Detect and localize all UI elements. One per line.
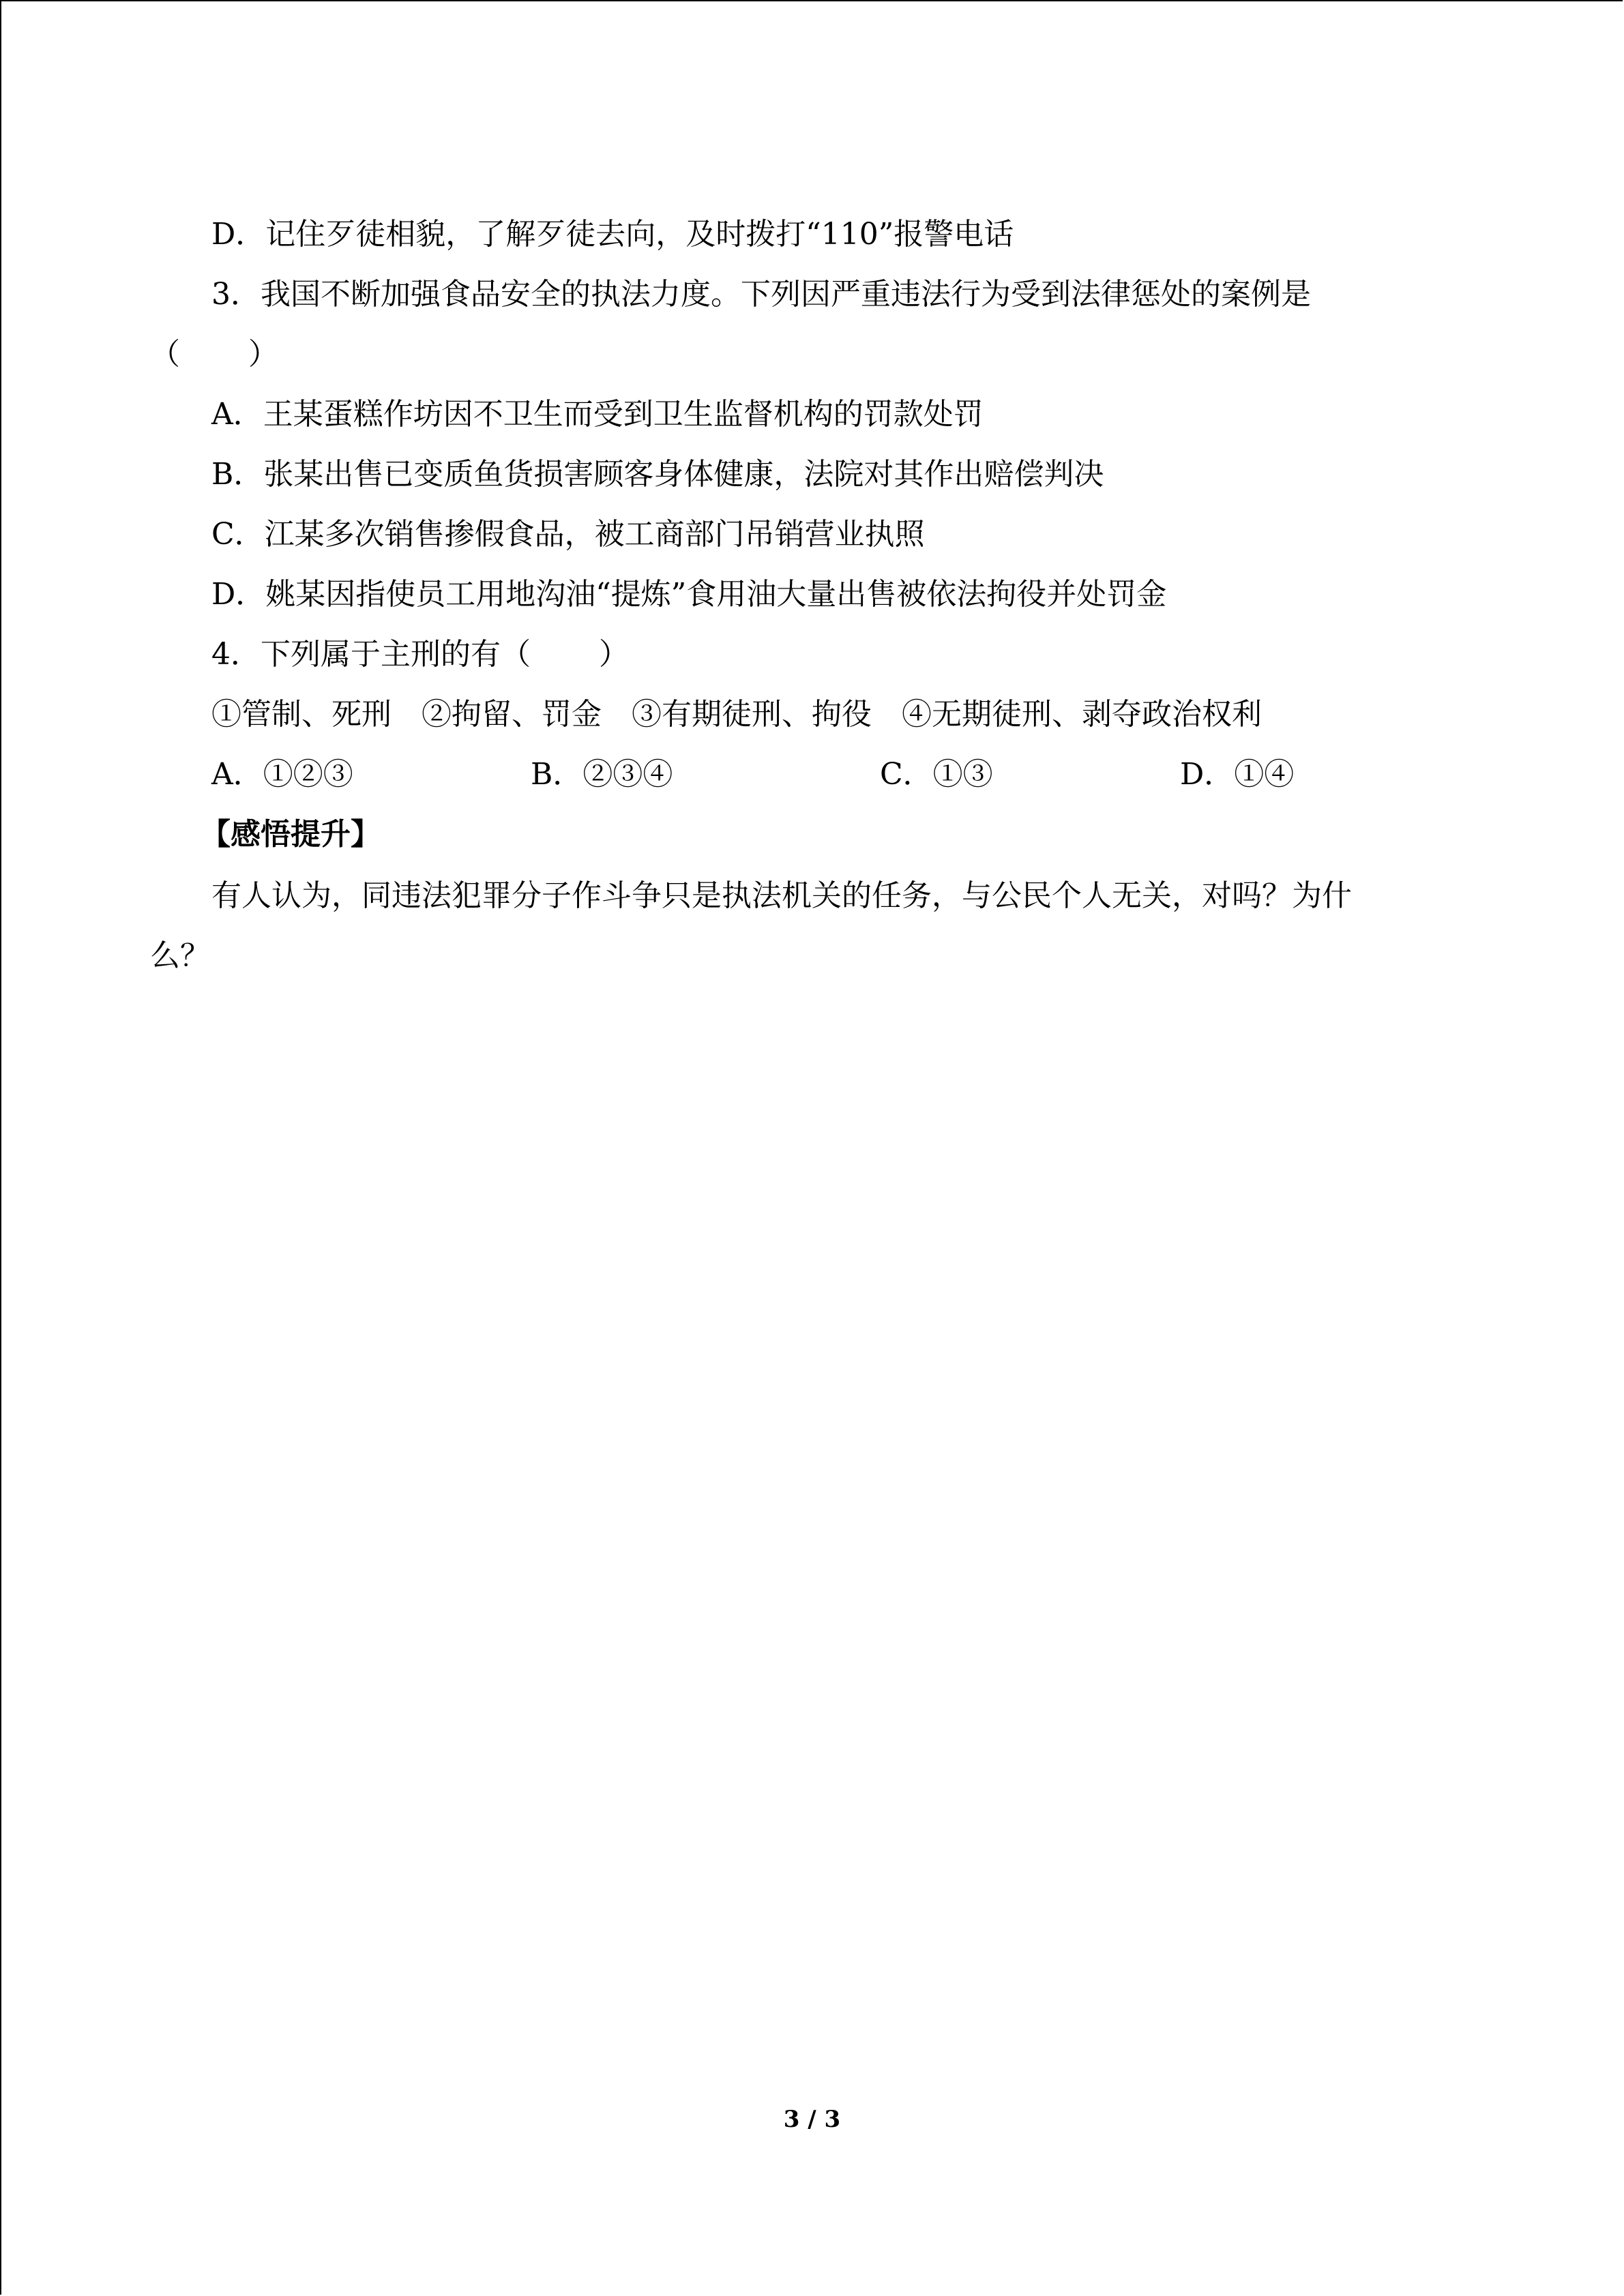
q4-items: ①管制、死刑 ②拘留、罚金 ③有期徒刑、拘役 ④无期徒刑、剥夺政治权利 (211, 697, 1262, 732)
q3-paren-close: ） (248, 337, 278, 372)
q4-option-c: C．①③ (880, 757, 993, 792)
q2-option-d: D．记住歹徒相貌，了解歹徒去向，及时拨打“110”报警电话 (211, 217, 1014, 252)
q3-paren-open: （ (150, 337, 180, 372)
q4-option-d: D．①④ (1180, 757, 1295, 792)
q3-option-c: C．江某多次销售掺假食品，被工商部门吊销营业执照 (211, 517, 925, 552)
q3-option-a: A．王某蛋糕作坊因不卫生而受到卫生监督机构的罚款处罚 (211, 397, 984, 432)
q3-option-b: B．张某出售已变质鱼货损害顾客身体健康，法院对其作出赔偿判决 (211, 457, 1104, 492)
q4-option-b: B．②③④ (531, 757, 673, 792)
q4-option-a: A．①②③ (211, 757, 353, 792)
reflection-text-line1: 有人认为，同违法犯罪分子作斗争只是执法机关的任务，与公民个人无关，对吗？为什 (211, 878, 1352, 913)
q4-stem-text: 4．下列属于主刑的有（ (211, 637, 531, 672)
q4-paren-close: ） (599, 637, 629, 672)
q3-answer-paren (150, 334, 278, 375)
q4-stem (211, 634, 629, 675)
q3-option-d: D．姚某因指使员工用地沟油“提炼”食用油大量出售被依法拘役并处罚金 (211, 577, 1167, 612)
q3-stem: 3．我国不断加强食品安全的执法力度。下列因严重违法行为受到法律惩处的案例是 (211, 277, 1311, 312)
page-number: 3 / 3 (783, 2106, 841, 2133)
reflection-heading: 【感悟提升】 (201, 817, 381, 852)
reflection-text-line2: 么？ (150, 938, 210, 973)
